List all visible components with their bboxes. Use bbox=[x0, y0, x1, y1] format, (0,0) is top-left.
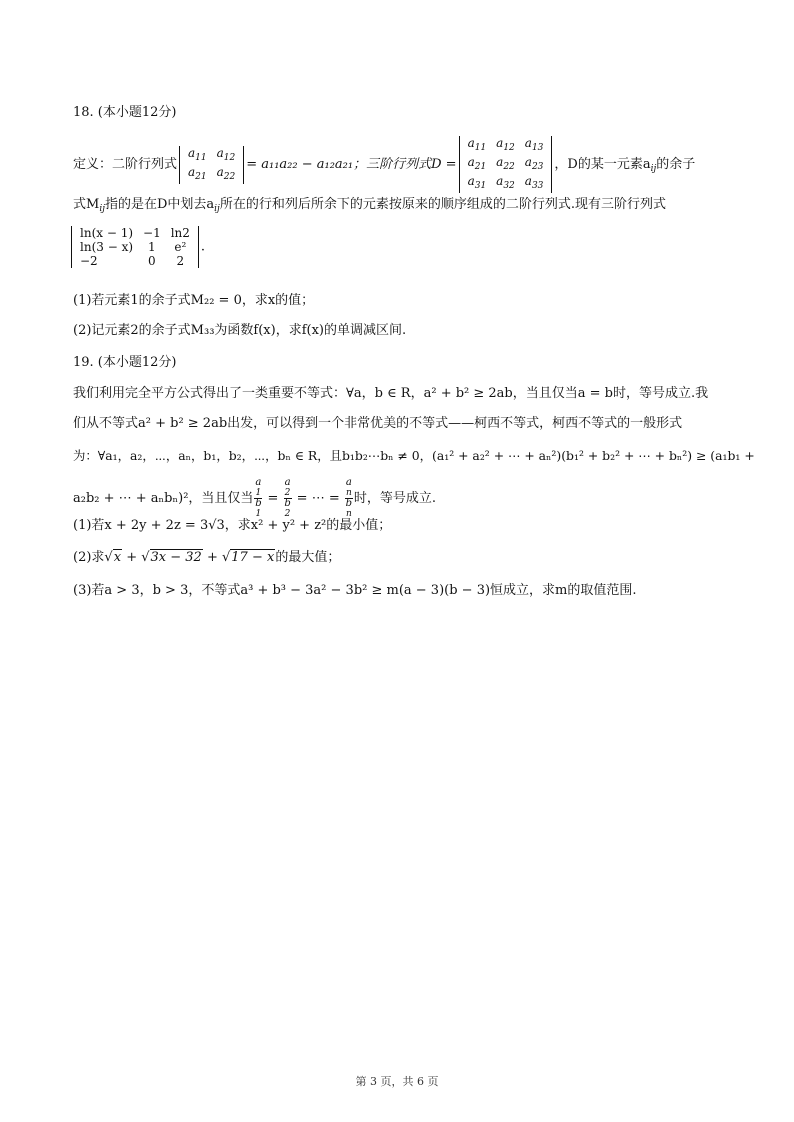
det-cell-r2-c3: e² bbox=[174, 240, 187, 254]
q18-part2: (2)记元素2的余子式M₃₃为函数f(x)，求f(x)的单调减区间. bbox=[73, 323, 407, 338]
q18-part1: (1)若元素1的余子式M₂₂ = 0，求x的值； bbox=[73, 293, 315, 308]
det-cell-r3-c2: 0 bbox=[148, 254, 156, 268]
def-second-eq: = a₁₁a₂₂ − a₁₂a₂₁；三阶行列式D = bbox=[246, 157, 457, 172]
q19-line2: 们从不等式a² + b² ≥ 2ab出发，可以得到一个非常优美的不等式——柯西不等式，柯西不等式的一般形式 bbox=[73, 416, 683, 431]
q19-header: 19. (本小题12分) bbox=[73, 355, 177, 370]
given-det bbox=[71, 226, 199, 268]
frac-an-bn: a n b n bbox=[345, 477, 353, 519]
q18-header: 18. (本小题12分) bbox=[73, 105, 177, 120]
det-cell-r3-c1: −2 bbox=[80, 254, 98, 268]
q18-line2: 式$M_{ij}$指的是在D中划去$a_{ij}$所在的行和列后所余下的元素按原来的顺序组成的二阶行列式.现有三阶行列式 bbox=[73, 197, 666, 214]
det-cell-r1-c1: ln(x − 1) bbox=[80, 226, 134, 240]
def-prefix: 定义：二阶行列式 bbox=[73, 157, 178, 172]
part2-a: (2)求 bbox=[73, 550, 105, 565]
third-order-det: $a_{11}$ $a_{12}$ $a_{13}$ $a_{21}$ $a_{22}$ $a_{23}$ $a_{31}$ $a_{32}$ $a_{33}$ bbox=[459, 136, 553, 193]
q18-definition: 定义：二阶行列式 $a_{11}$ $a_{12}$ $a_{21}$ $a_{22}$ = a₁₁a₂₂ − a₁₂a₂₁；三阶行列式D = $a_{11}$ $a_{12}$ $a_{13}$ $a_{21}$ $a_{22}$ $a_{23}$ $a_{31}$ $a_{32}$ $a_{33}$ ，D的某一元素$a_{ij}$的余子 bbox=[73, 136, 696, 191]
det-cell-r2-c2: 1 bbox=[148, 240, 156, 254]
q19-line1: 我们利用完全平方公式得出了一类重要不等式：∀a，b ∈ R，a² + b² ≥ 2ab，当且仅当a = b时，等号成立.我 bbox=[73, 386, 709, 401]
page-footer: 第 3 页，共 6 页 bbox=[355, 1075, 439, 1088]
det-cell-r1-c3: ln2 bbox=[170, 226, 190, 240]
q19-line3: 为：∀a₁，a₂，⋯，aₙ，b₁，b₂，⋯，bₙ ∈ R，且b₁b₂⋯bₙ ≠ 0，(a₁² + a₂² + ⋯ + aₙ²)(b₁² + b₂² + ⋯ + bₙ²) ≥ (a₁b₁ + bbox=[73, 448, 755, 463]
line4-a: a₂b₂ + ⋯ + aₙbₙ)²，当且仅当 bbox=[73, 491, 254, 506]
frac-a1-b1: a 1 b 1 bbox=[255, 477, 262, 519]
q19-line4: a₂b₂ + ⋯ + aₙbₙ)²，当且仅当 a 1 b 1 = a 2 b 2 = ⋯ = a n b n 时，等号成立. bbox=[73, 477, 436, 519]
line2-a: 式M bbox=[73, 197, 100, 212]
q19-part2 bbox=[73, 548, 340, 568]
line2-c: 所在的行和列后所余下的元素按原来的顺序组成的二阶行列式.现有三阶行列式 bbox=[219, 197, 666, 212]
det-cell-r3-c3: 2 bbox=[176, 254, 185, 268]
det-cell-r1-c2: −1 bbox=[143, 226, 161, 240]
def-third-tail2: 的余子 bbox=[656, 157, 696, 172]
part2-b: 的最大值； bbox=[275, 550, 341, 565]
line2-b: 指的是在D中划去a bbox=[104, 197, 215, 212]
def-third-tail: ，D的某一元素a bbox=[554, 157, 651, 172]
line4-b: 时，等号成立. bbox=[353, 491, 436, 506]
q19-part1: (1)若x + 2y + 2z = 3√3，求x² + y² + z²的最小值； bbox=[73, 518, 392, 533]
det-cell-r2-c1: ln(3 − x) bbox=[80, 240, 134, 254]
q19-part3: (3)若a > 3，b > 3，不等式a³ + b³ − 3a² − 3b² ≥ m(a − 3)(b − 3)恒成立，求m的取值范围. bbox=[73, 583, 637, 598]
sqrt-expression: √x + √3x − 32 + √17 − x bbox=[104, 550, 275, 565]
second-order-det: $a_{11}$ $a_{12}$ $a_{21}$ $a_{22}$ bbox=[179, 146, 244, 184]
q18-given-det-line: ln(x − 1) −1 ln2 ln(3 − x) 1 e² −2 0 2 . bbox=[71, 226, 205, 268]
frac-a2-b2: a 2 b 2 bbox=[284, 477, 291, 519]
